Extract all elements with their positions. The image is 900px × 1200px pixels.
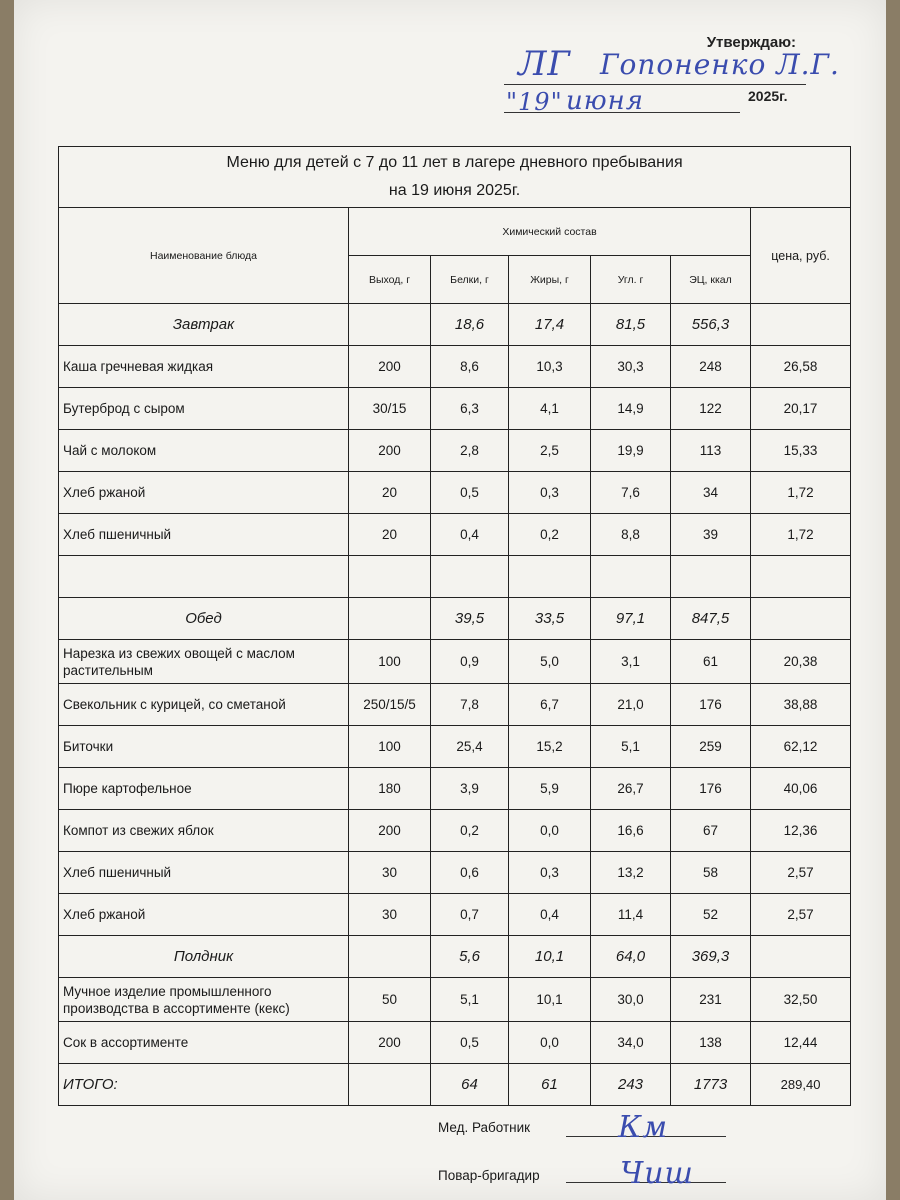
table-row (59, 978, 851, 1022)
dish-name: Нарезка из свежих овощей с маслом растительным (59, 640, 349, 684)
title-row (59, 147, 851, 208)
meal-total-fat: 10,1 (509, 936, 591, 978)
meal-price-empty (751, 936, 851, 978)
dish-carbs (591, 556, 671, 598)
total-row (59, 1064, 851, 1106)
dish-price: 20,17 (751, 388, 851, 430)
dish-price: 62,12 (751, 726, 851, 768)
dish-energy: 248 (671, 346, 751, 388)
meal-total-protein: 39,5 (431, 598, 509, 640)
dish-energy (671, 556, 751, 598)
dish-carbs: 30,0 (591, 978, 671, 1022)
dish-fat (509, 556, 591, 598)
header-row-1 (59, 208, 851, 256)
dish-energy: 176 (671, 768, 751, 810)
dish-name: Хлеб ржаной (59, 472, 349, 514)
dish-fat: 4,1 (509, 388, 591, 430)
dish-fat: 0,0 (509, 1022, 591, 1064)
approver-signature-line (504, 84, 806, 85)
meal-total-protein: 5,6 (431, 936, 509, 978)
meal-total-energy: 556,3 (671, 304, 751, 346)
dish-carbs: 11,4 (591, 894, 671, 936)
dish-name: Свекольник с курицей, со сметаной (59, 684, 349, 726)
dish-price: 1,72 (751, 472, 851, 514)
date-month-handwritten: июня (566, 86, 644, 116)
meal-total-carbs: 97,1 (591, 598, 671, 640)
medic-signature: Км (618, 1110, 669, 1145)
meal-header-row (59, 936, 851, 978)
col-header-name: Наименование блюда (59, 208, 349, 304)
dish-name (59, 556, 349, 598)
dish-energy: 113 (671, 430, 751, 472)
dish-name: Хлеб ржаной (59, 894, 349, 936)
dish-name: Пюре картофельное (59, 768, 349, 810)
col-header-fat: Жиры, г (509, 256, 591, 304)
dish-energy: 34 (671, 472, 751, 514)
dish-energy: 61 (671, 640, 751, 684)
table-row (59, 430, 851, 472)
table-row (59, 810, 851, 852)
table-row (59, 346, 851, 388)
meal-name: Полдник (59, 936, 349, 978)
col-header-chem: Химический состав (349, 208, 751, 256)
dish-carbs: 14,9 (591, 388, 671, 430)
meal-total-energy: 847,5 (671, 598, 751, 640)
table-row (59, 726, 851, 768)
dish-fat: 10,3 (509, 346, 591, 388)
dish-fat: 6,7 (509, 684, 591, 726)
dish-yield: 30 (349, 852, 431, 894)
dish-price: 40,06 (751, 768, 851, 810)
dish-name: Мучное изделие промышленного производства в ассортименте (кекс) (59, 978, 349, 1022)
meal-total-carbs: 64,0 (591, 936, 671, 978)
meal-yield-empty (349, 598, 431, 640)
dish-carbs: 13,2 (591, 852, 671, 894)
dish-price: 12,44 (751, 1022, 851, 1064)
menu-title-line1: Меню для детей с 7 до 11 лет в лагере дневного пребывания (226, 154, 683, 171)
dish-fat: 15,2 (509, 726, 591, 768)
medic-label: Мед. Работник (438, 1120, 531, 1135)
meal-name: Завтрак (59, 304, 349, 346)
dish-yield: 50 (349, 978, 431, 1022)
chef-label: Повар-бригадир (438, 1168, 540, 1183)
meal-total-energy: 369,3 (671, 936, 751, 978)
table-row (59, 768, 851, 810)
meal-total-fat: 33,5 (509, 598, 591, 640)
dish-carbs: 30,3 (591, 346, 671, 388)
dish-protein: 0,9 (431, 640, 509, 684)
meal-yield-empty (349, 304, 431, 346)
total-protein: 64 (431, 1064, 509, 1106)
dish-fat: 0,0 (509, 810, 591, 852)
dish-yield: 100 (349, 640, 431, 684)
chef-signature: Чиш (620, 1156, 694, 1191)
dish-yield: 100 (349, 726, 431, 768)
dish-yield: 180 (349, 768, 431, 810)
dish-fat: 0,3 (509, 852, 591, 894)
dish-fat: 0,4 (509, 894, 591, 936)
dish-carbs: 7,6 (591, 472, 671, 514)
dish-yield: 20 (349, 472, 431, 514)
dish-yield: 200 (349, 346, 431, 388)
menu-title-line2: на 19 июня 2025г. (388, 182, 521, 199)
dish-protein: 0,2 (431, 810, 509, 852)
approve-label: Утверждаю: (706, 34, 796, 51)
dish-carbs: 16,6 (591, 810, 671, 852)
total-energy: 1773 (671, 1064, 751, 1106)
meal-header-row (59, 598, 851, 640)
dish-protein (431, 556, 509, 598)
dish-carbs: 21,0 (591, 684, 671, 726)
dish-energy: 39 (671, 514, 751, 556)
col-header-price: цена, руб. (751, 208, 851, 304)
meal-name: Обед (59, 598, 349, 640)
total-label: ИТОГО: (59, 1064, 349, 1106)
dish-protein: 0,5 (431, 472, 509, 514)
meal-yield-empty (349, 936, 431, 978)
approver-name-handwritten: Гопоненко Л.Г. (600, 48, 840, 81)
table-row (59, 852, 851, 894)
dish-price: 2,57 (751, 852, 851, 894)
total-fat: 61 (509, 1064, 591, 1106)
meal-total-protein: 18,6 (431, 304, 509, 346)
table-row (59, 472, 851, 514)
table-row (59, 388, 851, 430)
total-price: 289,40 (751, 1064, 851, 1106)
dish-yield: 250/15/5 (349, 684, 431, 726)
dish-protein: 7,8 (431, 684, 509, 726)
dish-carbs: 5,1 (591, 726, 671, 768)
dish-fat: 0,2 (509, 514, 591, 556)
dish-yield: 30 (349, 894, 431, 936)
dish-carbs: 3,1 (591, 640, 671, 684)
meal-price-empty (751, 598, 851, 640)
dish-price: 38,88 (751, 684, 851, 726)
dish-energy: 122 (671, 388, 751, 430)
dish-energy: 67 (671, 810, 751, 852)
meal-price-empty (751, 304, 851, 346)
dish-name: Сок в ассортименте (59, 1022, 349, 1064)
dish-energy: 58 (671, 852, 751, 894)
dish-protein: 2,8 (431, 430, 509, 472)
dish-carbs: 19,9 (591, 430, 671, 472)
dish-yield: 200 (349, 1022, 431, 1064)
dish-yield (349, 556, 431, 598)
year-label: 2025г. (748, 88, 788, 104)
dish-fat: 0,3 (509, 472, 591, 514)
total-carbs: 243 (591, 1064, 671, 1106)
dish-protein: 0,4 (431, 514, 509, 556)
dish-protein: 0,7 (431, 894, 509, 936)
dish-name: Бутерброд с сыром (59, 388, 349, 430)
dish-price: 15,33 (751, 430, 851, 472)
dish-yield: 200 (349, 430, 431, 472)
table-row (59, 684, 851, 726)
dish-energy: 176 (671, 684, 751, 726)
dish-energy: 231 (671, 978, 751, 1022)
total-yield-empty (349, 1064, 431, 1106)
dish-energy: 52 (671, 894, 751, 936)
menu-title (59, 147, 851, 208)
dish-name: Хлеб пшеничный (59, 514, 349, 556)
dish-protein: 6,3 (431, 388, 509, 430)
table-row (59, 556, 851, 598)
date-day-handwritten: "19" (506, 88, 563, 116)
meal-header-row (59, 304, 851, 346)
table-row (59, 894, 851, 936)
dish-protein: 3,9 (431, 768, 509, 810)
dish-carbs: 26,7 (591, 768, 671, 810)
dish-name: Компот из свежих яблок (59, 810, 349, 852)
dish-energy: 138 (671, 1022, 751, 1064)
dish-carbs: 8,8 (591, 514, 671, 556)
dish-yield: 200 (349, 810, 431, 852)
dish-price: 20,38 (751, 640, 851, 684)
table-row (59, 1022, 851, 1064)
menu-table (58, 146, 851, 1106)
dish-fat: 5,9 (509, 768, 591, 810)
dish-price: 1,72 (751, 514, 851, 556)
dish-energy: 259 (671, 726, 751, 768)
dish-price: 26,58 (751, 346, 851, 388)
dish-fat: 10,1 (509, 978, 591, 1022)
dish-price (751, 556, 851, 598)
approver-initials-handwritten: ЛГ (518, 44, 571, 84)
dish-carbs: 34,0 (591, 1022, 671, 1064)
dish-name: Биточки (59, 726, 349, 768)
meal-total-carbs: 81,5 (591, 304, 671, 346)
dish-protein: 0,5 (431, 1022, 509, 1064)
dish-price: 32,50 (751, 978, 851, 1022)
table-row (59, 514, 851, 556)
dish-protein: 25,4 (431, 726, 509, 768)
dish-name: Каша гречневая жидкая (59, 346, 349, 388)
dish-name: Хлеб пшеничный (59, 852, 349, 894)
dish-name: Чай с молоком (59, 430, 349, 472)
dish-fat: 2,5 (509, 430, 591, 472)
table-row (59, 640, 851, 684)
dish-price: 2,57 (751, 894, 851, 936)
dish-protein: 8,6 (431, 346, 509, 388)
dish-fat: 5,0 (509, 640, 591, 684)
col-header-yield: Выход, г (349, 256, 431, 304)
col-header-protein: Белки, г (431, 256, 509, 304)
col-header-energy: ЭЦ, ккал (671, 256, 751, 304)
dish-protein: 0,6 (431, 852, 509, 894)
dish-price: 12,36 (751, 810, 851, 852)
meal-total-fat: 17,4 (509, 304, 591, 346)
dish-protein: 5,1 (431, 978, 509, 1022)
dish-yield: 30/15 (349, 388, 431, 430)
col-header-carbs: Угл. г (591, 256, 671, 304)
dish-yield: 20 (349, 514, 431, 556)
